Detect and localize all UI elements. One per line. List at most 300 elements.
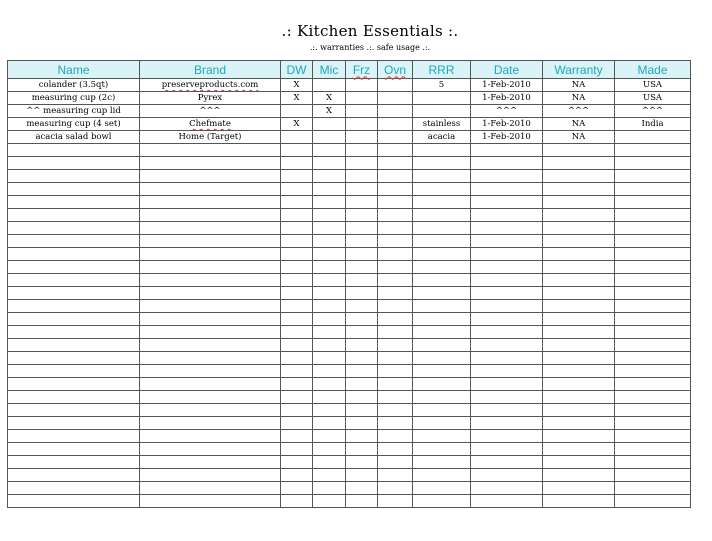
cell-mic[interactable] <box>313 131 346 144</box>
cell-made[interactable]: ^^^ <box>615 105 691 118</box>
header-name[interactable]: Name <box>8 61 140 79</box>
cell-brand[interactable] <box>140 482 281 495</box>
cell-dw[interactable] <box>281 378 313 391</box>
cell-frz[interactable] <box>346 157 378 170</box>
header-ovn[interactable] <box>378 61 413 79</box>
cell-made[interactable] <box>615 469 691 482</box>
cell-ovn[interactable] <box>378 235 413 248</box>
cell-mic[interactable] <box>313 404 346 417</box>
cell-warranty[interactable] <box>543 222 615 235</box>
cell-rrr[interactable] <box>413 469 471 482</box>
cell-name[interactable] <box>8 404 140 417</box>
cell-mic[interactable] <box>313 469 346 482</box>
cell-date[interactable] <box>471 274 543 287</box>
cell-ovn[interactable] <box>378 196 413 209</box>
cell-warranty[interactable]: NA <box>543 131 615 144</box>
cell-warranty[interactable] <box>543 352 615 365</box>
cell-rrr[interactable] <box>413 352 471 365</box>
cell-mic[interactable] <box>313 313 346 326</box>
cell-frz[interactable] <box>346 404 378 417</box>
cell-date[interactable] <box>471 456 543 469</box>
cell-name[interactable]: acacia salad bowl <box>8 131 140 144</box>
cell-ovn[interactable] <box>378 326 413 339</box>
cell-name[interactable]: colander (3.5qt) <box>8 79 140 92</box>
cell-rrr[interactable] <box>413 222 471 235</box>
cell-mic[interactable] <box>313 482 346 495</box>
cell-frz[interactable] <box>346 144 378 157</box>
cell-brand[interactable] <box>140 300 281 313</box>
cell-frz[interactable] <box>346 339 378 352</box>
cell-dw[interactable] <box>281 339 313 352</box>
cell-brand[interactable] <box>140 261 281 274</box>
cell-made[interactable] <box>615 196 691 209</box>
cell-brand[interactable] <box>140 365 281 378</box>
cell-date[interactable] <box>471 339 543 352</box>
cell-name[interactable] <box>8 157 140 170</box>
cell-warranty[interactable] <box>543 495 615 508</box>
cell-ovn[interactable] <box>378 157 413 170</box>
cell-dw[interactable] <box>281 261 313 274</box>
cell-date[interactable] <box>471 222 543 235</box>
cell-date[interactable] <box>471 183 543 196</box>
cell-made[interactable] <box>615 248 691 261</box>
cell-warranty[interactable]: NA <box>543 79 615 92</box>
cell-made[interactable] <box>615 352 691 365</box>
cell-mic[interactable] <box>313 326 346 339</box>
header-rrr[interactable]: RRR <box>413 61 471 79</box>
cell-rrr[interactable] <box>413 157 471 170</box>
cell-warranty[interactable] <box>543 456 615 469</box>
cell-name[interactable] <box>8 456 140 469</box>
cell-rrr[interactable] <box>413 144 471 157</box>
header-warranty[interactable]: Warranty <box>543 61 615 79</box>
cell-name[interactable] <box>8 261 140 274</box>
cell-brand[interactable] <box>140 378 281 391</box>
cell-frz[interactable] <box>346 79 378 92</box>
cell-brand[interactable] <box>140 430 281 443</box>
cell-brand[interactable] <box>140 235 281 248</box>
cell-rrr[interactable] <box>413 417 471 430</box>
cell-rrr[interactable] <box>413 378 471 391</box>
cell-name[interactable] <box>8 365 140 378</box>
cell-date[interactable] <box>471 300 543 313</box>
cell-brand[interactable] <box>140 183 281 196</box>
cell-ovn[interactable] <box>378 92 413 105</box>
cell-mic[interactable] <box>313 300 346 313</box>
cell-warranty[interactable] <box>543 144 615 157</box>
cell-name[interactable] <box>8 274 140 287</box>
cell-mic[interactable] <box>313 495 346 508</box>
cell-warranty[interactable] <box>543 391 615 404</box>
cell-rrr[interactable] <box>413 287 471 300</box>
cell-warranty[interactable] <box>543 482 615 495</box>
cell-date[interactable] <box>471 378 543 391</box>
cell-ovn[interactable] <box>378 352 413 365</box>
cell-ovn[interactable] <box>378 417 413 430</box>
cell-name[interactable] <box>8 482 140 495</box>
cell-dw[interactable] <box>281 287 313 300</box>
cell-ovn[interactable] <box>378 79 413 92</box>
cell-name[interactable] <box>8 196 140 209</box>
cell-brand[interactable] <box>140 222 281 235</box>
cell-rrr[interactable] <box>413 274 471 287</box>
cell-rrr[interactable] <box>413 443 471 456</box>
cell-name[interactable] <box>8 495 140 508</box>
cell-brand[interactable] <box>140 391 281 404</box>
cell-made[interactable]: USA <box>615 92 691 105</box>
cell-date[interactable]: 1-Feb-2010 <box>471 79 543 92</box>
cell-made[interactable] <box>615 339 691 352</box>
cell-mic[interactable] <box>313 235 346 248</box>
cell-made[interactable] <box>615 144 691 157</box>
cell-made[interactable] <box>615 261 691 274</box>
cell-brand[interactable] <box>140 352 281 365</box>
cell-dw[interactable] <box>281 235 313 248</box>
cell-brand[interactable] <box>140 209 281 222</box>
cell-name[interactable] <box>8 378 140 391</box>
cell-dw[interactable] <box>281 326 313 339</box>
cell-date[interactable] <box>471 248 543 261</box>
cell-name[interactable] <box>8 300 140 313</box>
cell-rrr[interactable]: 5 <box>413 79 471 92</box>
cell-rrr[interactable] <box>413 248 471 261</box>
cell-made[interactable]: India <box>615 118 691 131</box>
cell-name[interactable] <box>8 391 140 404</box>
cell-warranty[interactable] <box>543 365 615 378</box>
cell-name[interactable] <box>8 183 140 196</box>
cell-rrr[interactable] <box>413 430 471 443</box>
cell-ovn[interactable] <box>378 456 413 469</box>
cell-frz[interactable] <box>346 417 378 430</box>
cell-brand[interactable] <box>140 326 281 339</box>
cell-frz[interactable] <box>346 456 378 469</box>
cell-dw[interactable] <box>281 365 313 378</box>
cell-rrr[interactable] <box>413 456 471 469</box>
cell-dw[interactable] <box>281 209 313 222</box>
cell-frz[interactable] <box>346 365 378 378</box>
cell-brand[interactable] <box>140 404 281 417</box>
cell-dw[interactable] <box>281 144 313 157</box>
cell-warranty[interactable] <box>543 469 615 482</box>
cell-brand[interactable] <box>140 248 281 261</box>
cell-mic[interactable] <box>313 209 346 222</box>
cell-ovn[interactable] <box>378 482 413 495</box>
cell-mic[interactable] <box>313 339 346 352</box>
cell-frz[interactable] <box>346 430 378 443</box>
cell-frz[interactable] <box>346 261 378 274</box>
cell-made[interactable] <box>615 287 691 300</box>
cell-brand[interactable] <box>140 287 281 300</box>
cell-dw[interactable] <box>281 495 313 508</box>
cell-ovn[interactable] <box>378 430 413 443</box>
cell-brand[interactable] <box>140 456 281 469</box>
cell-mic[interactable] <box>313 391 346 404</box>
header-dw[interactable]: DW <box>281 61 313 79</box>
cell-brand[interactable]: Home (Target) <box>140 131 281 144</box>
cell-mic[interactable] <box>313 170 346 183</box>
cell-made[interactable] <box>615 131 691 144</box>
cell-rrr[interactable] <box>413 92 471 105</box>
cell-date[interactable] <box>471 482 543 495</box>
cell-name[interactable] <box>8 248 140 261</box>
cell-ovn[interactable] <box>378 404 413 417</box>
cell-ovn[interactable] <box>378 248 413 261</box>
cell-ovn[interactable] <box>378 222 413 235</box>
cell-dw[interactable] <box>281 196 313 209</box>
cell-rrr[interactable] <box>413 313 471 326</box>
cell-made[interactable] <box>615 443 691 456</box>
cell-mic[interactable] <box>313 222 346 235</box>
cell-dw[interactable] <box>281 456 313 469</box>
cell-mic[interactable] <box>313 287 346 300</box>
cell-rrr[interactable]: acacia <box>413 131 471 144</box>
cell-date[interactable] <box>471 365 543 378</box>
cell-rrr[interactable] <box>413 235 471 248</box>
cell-mic[interactable] <box>313 157 346 170</box>
cell-date[interactable] <box>471 170 543 183</box>
cell-rrr[interactable] <box>413 339 471 352</box>
cell-mic[interactable] <box>313 248 346 261</box>
cell-warranty[interactable] <box>543 170 615 183</box>
cell-warranty[interactable] <box>543 235 615 248</box>
cell-dw[interactable] <box>281 131 313 144</box>
cell-date[interactable] <box>471 261 543 274</box>
cell-mic[interactable] <box>313 430 346 443</box>
cell-brand[interactable]: ^^^ <box>140 105 281 118</box>
cell-ovn[interactable] <box>378 144 413 157</box>
cell-mic[interactable] <box>313 144 346 157</box>
cell-frz[interactable] <box>346 287 378 300</box>
cell-made[interactable] <box>615 300 691 313</box>
cell-frz[interactable] <box>346 469 378 482</box>
cell-ovn[interactable] <box>378 313 413 326</box>
cell-made[interactable] <box>615 183 691 196</box>
cell-made[interactable]: USA <box>615 79 691 92</box>
cell-frz[interactable] <box>346 105 378 118</box>
cell-warranty[interactable] <box>543 430 615 443</box>
cell-frz[interactable] <box>346 222 378 235</box>
cell-date[interactable] <box>471 417 543 430</box>
cell-warranty[interactable] <box>543 326 615 339</box>
header-made[interactable]: Made <box>615 61 691 79</box>
cell-brand[interactable] <box>140 157 281 170</box>
cell-date[interactable] <box>471 313 543 326</box>
cell-rrr[interactable] <box>413 495 471 508</box>
cell-name[interactable] <box>8 443 140 456</box>
cell-name[interactable] <box>8 326 140 339</box>
cell-mic[interactable] <box>313 261 346 274</box>
cell-brand[interactable] <box>140 339 281 352</box>
cell-warranty[interactable] <box>543 287 615 300</box>
cell-dw[interactable] <box>281 170 313 183</box>
cell-date[interactable] <box>471 157 543 170</box>
cell-made[interactable] <box>615 157 691 170</box>
cell-brand[interactable] <box>140 495 281 508</box>
cell-dw[interactable] <box>281 222 313 235</box>
cell-rrr[interactable] <box>413 196 471 209</box>
cell-mic[interactable]: X <box>313 105 346 118</box>
cell-made[interactable] <box>615 170 691 183</box>
cell-frz[interactable] <box>346 482 378 495</box>
cell-frz[interactable] <box>346 326 378 339</box>
cell-rrr[interactable] <box>413 365 471 378</box>
cell-made[interactable] <box>615 456 691 469</box>
cell-brand[interactable] <box>140 313 281 326</box>
cell-made[interactable] <box>615 209 691 222</box>
cell-made[interactable] <box>615 404 691 417</box>
cell-warranty[interactable] <box>543 300 615 313</box>
cell-rrr[interactable] <box>413 391 471 404</box>
cell-date[interactable] <box>471 209 543 222</box>
cell-mic[interactable] <box>313 365 346 378</box>
cell-mic[interactable] <box>313 456 346 469</box>
cell-date[interactable] <box>471 495 543 508</box>
cell-warranty[interactable] <box>543 417 615 430</box>
cell-ovn[interactable] <box>378 378 413 391</box>
cell-warranty[interactable] <box>543 313 615 326</box>
cell-dw[interactable] <box>281 443 313 456</box>
cell-made[interactable] <box>615 417 691 430</box>
cell-name[interactable]: measuring cup (4 set) <box>8 118 140 131</box>
cell-name[interactable] <box>8 313 140 326</box>
cell-date[interactable] <box>471 404 543 417</box>
cell-rrr[interactable] <box>413 170 471 183</box>
cell-dw[interactable] <box>281 391 313 404</box>
cell-date[interactable]: ^^^ <box>471 105 543 118</box>
cell-brand[interactable] <box>140 443 281 456</box>
cell-warranty[interactable] <box>543 261 615 274</box>
cell-name[interactable] <box>8 339 140 352</box>
cell-mic[interactable] <box>313 443 346 456</box>
cell-warranty[interactable] <box>543 183 615 196</box>
cell-rrr[interactable] <box>413 300 471 313</box>
cell-brand[interactable] <box>140 144 281 157</box>
cell-warranty[interactable]: NA <box>543 92 615 105</box>
cell-ovn[interactable] <box>378 391 413 404</box>
cell-mic[interactable] <box>313 118 346 131</box>
cell-made[interactable] <box>615 365 691 378</box>
cell-date[interactable] <box>471 391 543 404</box>
cell-made[interactable] <box>615 482 691 495</box>
cell-date[interactable] <box>471 326 543 339</box>
cell-warranty[interactable] <box>543 196 615 209</box>
cell-brand[interactable]: Pyrex <box>140 92 281 105</box>
cell-rrr[interactable] <box>413 404 471 417</box>
cell-name[interactable] <box>8 469 140 482</box>
cell-frz[interactable] <box>346 118 378 131</box>
cell-warranty[interactable]: ^^^ <box>543 105 615 118</box>
cell-made[interactable] <box>615 391 691 404</box>
cell-frz[interactable] <box>346 352 378 365</box>
cell-ovn[interactable] <box>378 495 413 508</box>
cell-date[interactable]: 1-Feb-2010 <box>471 118 543 131</box>
cell-dw[interactable] <box>281 430 313 443</box>
cell-mic[interactable] <box>313 274 346 287</box>
cell-made[interactable] <box>615 313 691 326</box>
cell-warranty[interactable] <box>543 443 615 456</box>
cell-name[interactable] <box>8 170 140 183</box>
cell-name[interactable] <box>8 417 140 430</box>
cell-frz[interactable] <box>346 235 378 248</box>
cell-frz[interactable] <box>346 183 378 196</box>
cell-dw[interactable] <box>281 313 313 326</box>
cell-brand[interactable] <box>140 170 281 183</box>
cell-brand[interactable] <box>140 118 281 131</box>
cell-frz[interactable] <box>346 92 378 105</box>
cell-date[interactable] <box>471 430 543 443</box>
cell-dw[interactable] <box>281 404 313 417</box>
cell-rrr[interactable] <box>413 105 471 118</box>
cell-warranty[interactable] <box>543 339 615 352</box>
cell-dw[interactable] <box>281 352 313 365</box>
cell-ovn[interactable] <box>378 118 413 131</box>
cell-rrr[interactable]: stainless <box>413 118 471 131</box>
cell-warranty[interactable] <box>543 378 615 391</box>
cell-frz[interactable] <box>346 313 378 326</box>
cell-frz[interactable] <box>346 248 378 261</box>
cell-made[interactable] <box>615 326 691 339</box>
cell-brand[interactable] <box>140 79 281 92</box>
cell-ovn[interactable] <box>378 105 413 118</box>
cell-date[interactable]: 1-Feb-2010 <box>471 92 543 105</box>
cell-name[interactable] <box>8 209 140 222</box>
cell-dw[interactable] <box>281 248 313 261</box>
cell-ovn[interactable] <box>378 209 413 222</box>
cell-frz[interactable] <box>346 495 378 508</box>
cell-warranty[interactable] <box>543 274 615 287</box>
cell-ovn[interactable] <box>378 339 413 352</box>
cell-dw[interactable] <box>281 469 313 482</box>
cell-name[interactable] <box>8 222 140 235</box>
cell-mic[interactable] <box>313 79 346 92</box>
cell-name[interactable] <box>8 235 140 248</box>
cell-brand[interactable] <box>140 274 281 287</box>
cell-ovn[interactable] <box>378 131 413 144</box>
cell-rrr[interactable] <box>413 326 471 339</box>
cell-ovn[interactable] <box>378 443 413 456</box>
cell-date[interactable] <box>471 235 543 248</box>
cell-frz[interactable] <box>346 170 378 183</box>
header-date[interactable]: Date <box>471 61 543 79</box>
cell-dw[interactable] <box>281 157 313 170</box>
cell-dw[interactable]: X <box>281 92 313 105</box>
cell-mic[interactable]: X <box>313 92 346 105</box>
cell-date[interactable]: 1-Feb-2010 <box>471 131 543 144</box>
cell-brand[interactable] <box>140 417 281 430</box>
cell-dw[interactable] <box>281 417 313 430</box>
cell-frz[interactable] <box>346 391 378 404</box>
cell-mic[interactable] <box>313 352 346 365</box>
cell-warranty[interactable] <box>543 248 615 261</box>
cell-mic[interactable] <box>313 378 346 391</box>
cell-made[interactable] <box>615 430 691 443</box>
cell-ovn[interactable] <box>378 469 413 482</box>
cell-mic[interactable] <box>313 417 346 430</box>
header-mic[interactable]: Mic <box>313 61 346 79</box>
cell-name[interactable] <box>8 144 140 157</box>
cell-dw[interactable] <box>281 183 313 196</box>
cell-frz[interactable] <box>346 274 378 287</box>
cell-frz[interactable] <box>346 378 378 391</box>
cell-date[interactable] <box>471 443 543 456</box>
cell-name[interactable] <box>8 287 140 300</box>
cell-ovn[interactable] <box>378 365 413 378</box>
cell-frz[interactable] <box>346 300 378 313</box>
cell-dw[interactable] <box>281 300 313 313</box>
cell-dw[interactable]: X <box>281 118 313 131</box>
cell-mic[interactable] <box>313 196 346 209</box>
cell-brand[interactable] <box>140 196 281 209</box>
